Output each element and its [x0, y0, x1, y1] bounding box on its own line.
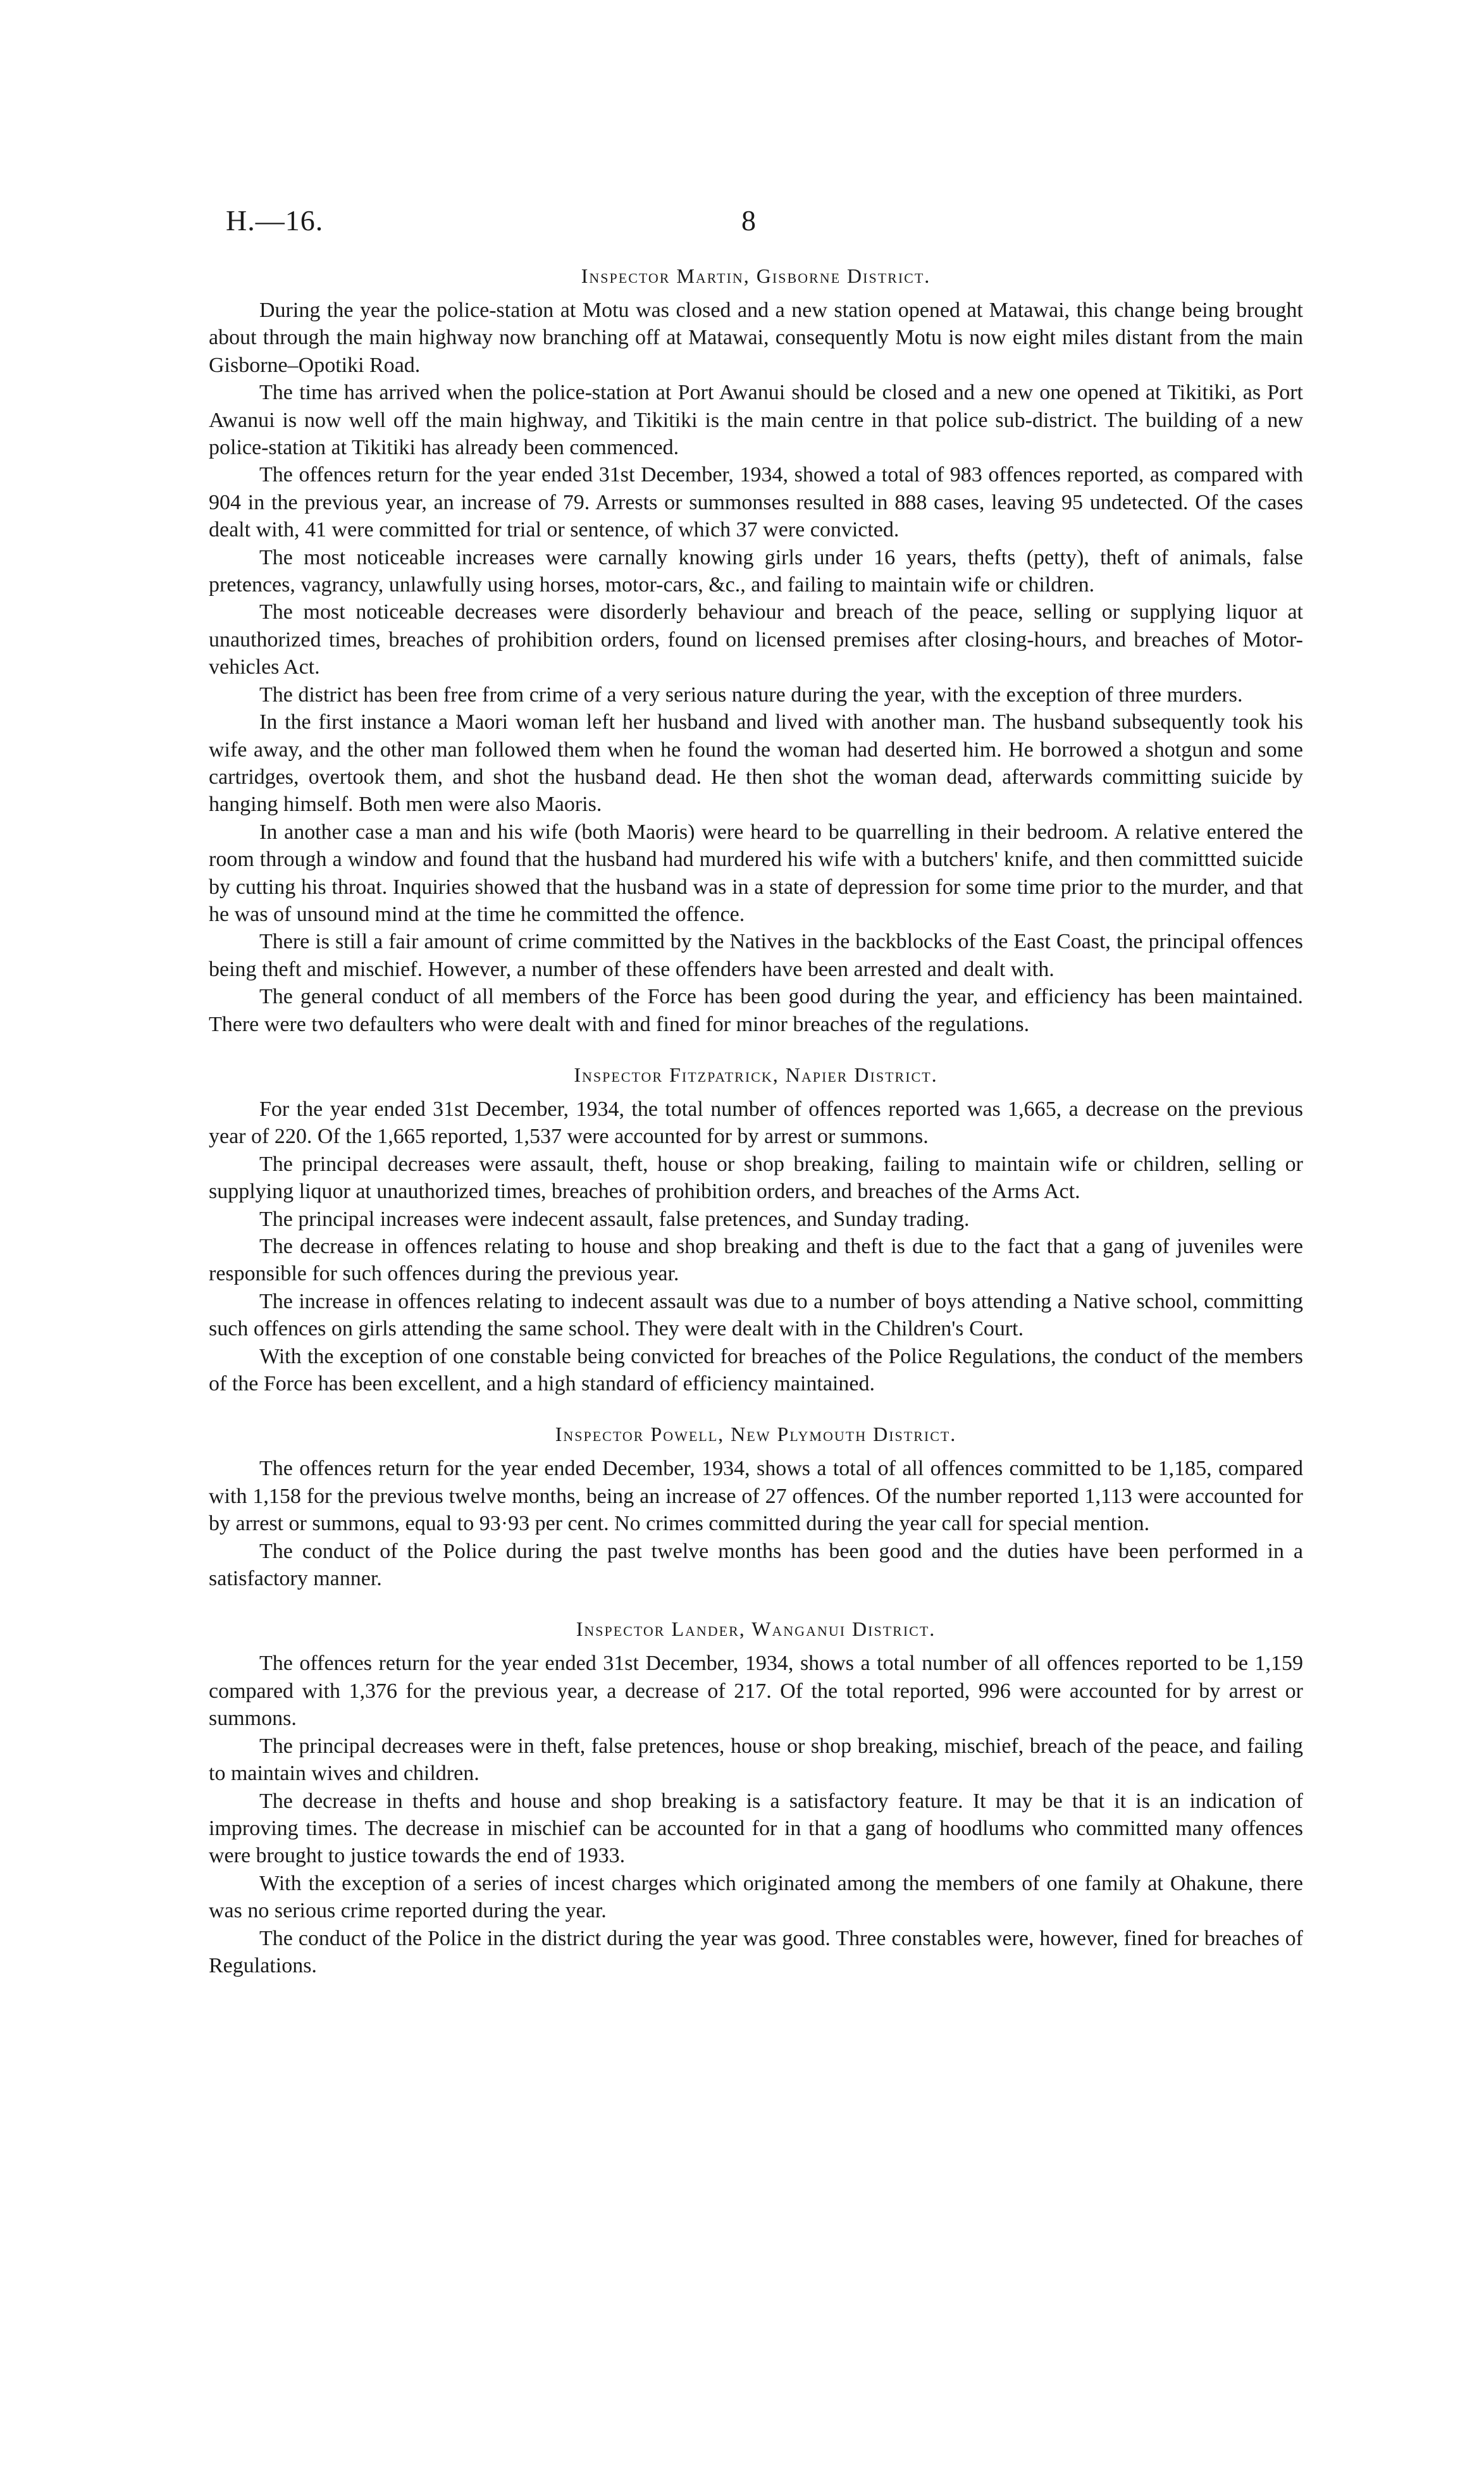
section-title: Inspector Powell, New Plymouth District.	[555, 1423, 957, 1446]
paragraph: The general conduct of all members of the Force has been good during the year, and efficiency has been maintained. There were two defaulters who were dealt with and fined for minor breaches of the regulations.	[209, 985, 1303, 1036]
section-fitzpatrick-napier	[209, 1063, 1303, 1397]
paragraph: There is still a fair amount of crime committed by the Natives in the backblocks of the East Coast, the principal offences being theft and mischief. However, a number of these offenders have been arrested and dealt with.	[209, 930, 1303, 981]
paragraph: The increase in offences relating to indecent assault was due to a number of boys attending a Native school, committing such offences on girls attending the same school. They were dealt with in the Children's Court.	[209, 1289, 1303, 1341]
page-reference: H.—16.	[226, 204, 324, 237]
paragraph: The most noticeable increases were carnally knowing girls under 16 years, thefts (petty), theft of animals, false pretences, vagrancy, unlawfully using horses, motor-cars, &c., and failing to maintain wife or children.	[209, 545, 1303, 597]
section-title: Inspector Lander, Wanganui District.	[576, 1617, 936, 1641]
paragraph: The principal increases were indecent assault, false pretences, and Sunday trading.	[259, 1207, 970, 1231]
paragraph: The principal decreases were assault, theft, house or shop breaking, failing to maintain wife or children, selling or supplying liquor at unauthorized times, breaches of prohibition orders, and breaches of the Arms Act.	[209, 1152, 1303, 1204]
section-martin-gisborne	[209, 264, 1303, 1038]
paragraph: In another case a man and his wife (both Maoris) were heard to be quarrelling in their bedroom. A relative entered the room through a window and found that the husband had murdered his wife with a butchers' knife, and then committted suicide by cutting his throat. Inquiries showed that the husband was in a state of depression for some time prior to the murder, and that he was of unsound mind at the time he committed the offence.	[209, 820, 1303, 926]
section-title: Inspector Fitzpatrick, Napier District.	[574, 1063, 938, 1086]
paragraph: The conduct of the Police in the district during the year was good. Three constables were, however, fined for breaches of Regulations.	[209, 1926, 1303, 1977]
paragraph: The offences return for the year ended 31st December, 1934, shows a total number of all offences reported to be 1,159 compared with 1,376 for the previous year, a decrease of 217. Of the total reported, 996 were accounted for by arrest or summons.	[209, 1652, 1303, 1731]
paragraph: During the year the police-station at Motu was closed and a new station opened at Matawai, this change being brought about through the main highway now branching off at Matawai, consequently Motu is now eight miles distant from the main Gisborne–Opotiki Road.	[209, 299, 1303, 377]
paragraph: The offences return for the year ended December, 1934, shows a total of all offences committed to be 1,185, compared with 1,158 for the previous twelve months, being an increase of 27 offences. Of the number reported 1,113 were accounted for by arrest or summons, equal to 93·93 per cent. No crimes committed during the year call for special mention.	[209, 1457, 1303, 1536]
paragraph: The district has been free from crime of a very serious nature during the year, with the exception of three murders.	[259, 683, 1243, 707]
paragraph: The decrease in thefts and house and shop breaking is a satisfactory feature. It may be that it is an indication of improving times. The decrease in mischief can be accounted for in that a gang of hoodlums who committed many offences were brought to justice towards the end of 1933.	[209, 1789, 1303, 1868]
report-body	[209, 264, 1303, 2005]
paragraph: With the exception of a series of incest charges which originated among the members of one family at Ohakune, there was no serious crime reported during the year.	[209, 1871, 1303, 1923]
paragraph: The decrease in offences relating to house and shop breaking and theft is due to the fact that a gang of juveniles were responsible for such offences during the previous year.	[209, 1235, 1303, 1286]
paragraph: The most noticeable decreases were disorderly behaviour and breach of the peace, selling or supplying liquor at unauthorized times, breaches of prohibition orders, found on licensed premises after closing-hours, and breaches of Motor-vehicles Act.	[209, 600, 1303, 679]
paragraph: In the first instance a Maori woman left her husband and lived with another man. The husband subsequently took his wife away, and the other man followed them when he found the woman had deserted him. He borrowed a shotgun and some cartridges, overtook them, and shot the husband dead. He then shot the woman dead, afterwards committing suicide by hanging himself. Both men were also Maoris.	[209, 710, 1303, 817]
section-title: Inspector Martin, Gisborne District.	[581, 264, 931, 287]
page-number: 8	[741, 204, 756, 237]
paragraph: The conduct of the Police during the past twelve months has been good and the duties have been performed in a satisfactory manner.	[209, 1539, 1303, 1591]
paragraph: For the year ended 31st December, 1934, the total number of offences reported was 1,665, a decrease on the previous year of 220. Of the 1,665 reported, 1,537 were accounted for by arrest or summons.	[209, 1097, 1303, 1149]
section-lander-wanganui	[209, 1617, 1303, 1979]
paragraph: The offences return for the year ended 31st December, 1934, showed a total of 983 offences reported, as compared with 904 in the previous year, an increase of 79. Arrests or summonses resulted in 888 cases, leaving 95 undetected. Of the cases dealt with, 41 were committed for trial or sentence, of which 37 were convicted.	[209, 463, 1303, 542]
paragraph: The principal decreases were in theft, false pretences, house or shop breaking, mischief, breach of the peace, and failing to maintain wives and children.	[209, 1734, 1303, 1786]
paragraph: With the exception of one constable being convicted for breaches of the Police Regulations, the conduct of the members of the Force has been excellent, and a high standard of efficiency maintained.	[209, 1344, 1303, 1396]
section-powell-new-plymouth	[209, 1423, 1303, 1592]
paragraph: The time has arrived when the police-station at Port Awanui should be closed and a new one opened at Tikitiki, as Port Awanui is now well off the main highway, and Tikitiki is the main centre in that police sub-district. The building of a new police-station at Tikitiki has already been commenced.	[209, 381, 1303, 460]
